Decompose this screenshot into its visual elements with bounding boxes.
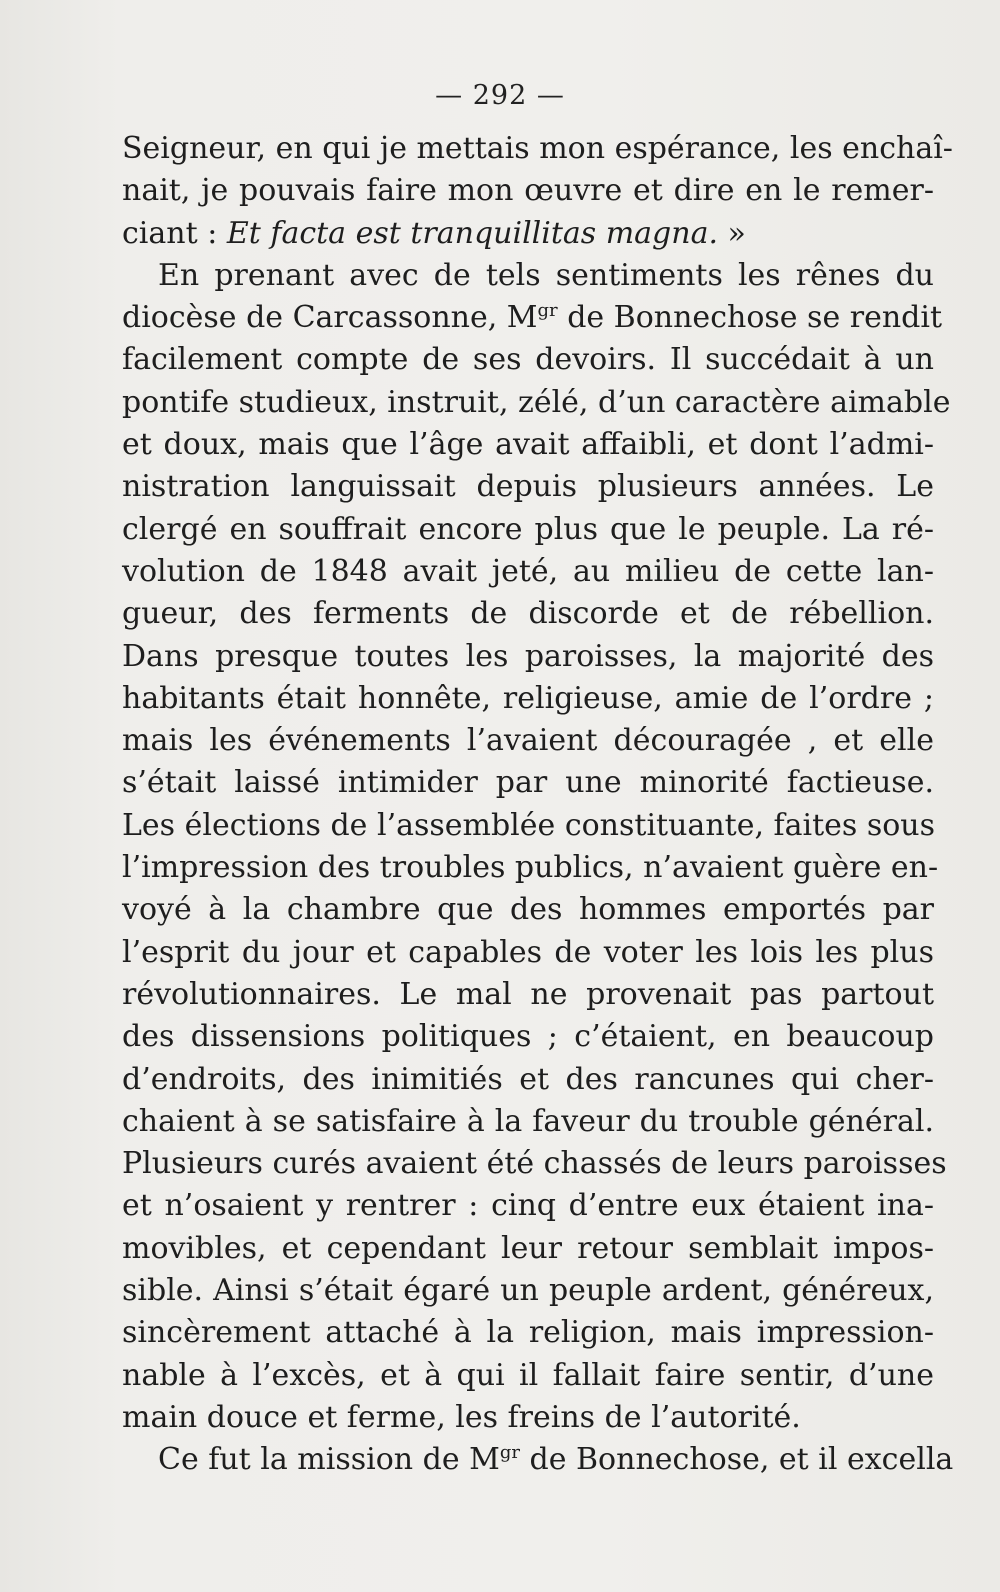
text-line: Les élections de l’assemblée constituante, faites sous xyxy=(122,807,936,843)
text-line: et doux, mais que l’âge avait affaibli, et dont l’admi- xyxy=(122,427,934,463)
superscript-text: gr xyxy=(537,300,558,322)
text-line: s’était laissé intimider par une minorité factieuse. xyxy=(122,765,934,801)
text-line: révolutionnaires. Le mal ne provenait pas partout xyxy=(122,976,934,1012)
text-line: clergé en souffrait encore plus que le peuple. La ré- xyxy=(122,511,934,547)
text-line: nable à l’excès, et à qui il fallait faire sentir, d’une xyxy=(122,1357,934,1393)
text-line xyxy=(122,297,943,339)
text-segment: Ce fut la mission de M xyxy=(158,1442,500,1478)
text-line: Dans presque toutes les paroisses, la majorité des xyxy=(122,638,934,674)
text-line xyxy=(122,1439,954,1481)
text-segment: de Bonnechose se rendit xyxy=(557,300,943,336)
superscript-text: gr xyxy=(499,1442,520,1464)
text-line: sible. Ainsi s’était égaré un peuple ardent, généreux, xyxy=(122,1273,934,1309)
text-line: et n’osaient y rentrer : cinq d’entre eux étaient ina- xyxy=(122,1188,934,1224)
text-line: movibles, et cependant leur retour semblait impos- xyxy=(122,1230,934,1266)
text-line: mais les événements l’avaient découragée , et elle xyxy=(122,723,934,759)
text-line: habitants était honnête, religieuse, amie de l’ordre ; xyxy=(122,680,934,716)
text-line: des dissensions politiques ; c’étaient, en beaucoup xyxy=(122,1019,934,1055)
text-line: pontife studieux, instruit, zélé, d’un caractère aimable xyxy=(122,384,951,420)
text-segment: » xyxy=(718,215,746,251)
text-line: nistration languissait depuis plusieurs années. Le xyxy=(122,469,934,505)
text-line: facilement compte de ses devoirs. Il succédait à un xyxy=(122,342,934,378)
text-segment: diocèse de Carcassonne, M xyxy=(122,300,538,336)
text-line: nait, je pouvais faire mon œuvre et dire en le remer- xyxy=(122,173,934,209)
text-line: voyé à la chambre que des hommes emportés par xyxy=(122,892,934,928)
text-line: chaient à se satisfaire à la faveur du trouble général. xyxy=(122,1103,934,1139)
text-line: l’esprit du jour et capables de voter les lois les plus xyxy=(122,934,934,970)
text-line: Plusieurs curés avaient été chassés de leurs paroisses xyxy=(122,1146,947,1182)
text-line: sincèrement attaché à la religion, mais impression- xyxy=(122,1315,934,1351)
text-line: main douce et ferme, les freins de l’autorité. xyxy=(122,1399,801,1435)
text-line: volution de 1848 avait jeté, au milieu de cette lan- xyxy=(122,553,934,589)
text-line xyxy=(122,213,746,255)
italic-text: Et facta est tranquillitas magna. xyxy=(226,215,719,251)
text-line: d’endroits, des inimitiés et des rancunes qui cher- xyxy=(122,1061,934,1097)
text-line: l’impression des troubles publics, n’avaient guère en- xyxy=(122,850,939,886)
page-number: — 292 — xyxy=(435,80,565,111)
text-segment: de Bonnechose, et il excella xyxy=(519,1442,954,1478)
body-text xyxy=(122,128,954,1482)
text-line: Seigneur, en qui je mettais mon espérance, les enchaî- xyxy=(122,131,953,166)
text-line: gueur, des ferments de discorde et de rébellion. xyxy=(122,596,934,632)
text-segment: ciant : xyxy=(122,215,227,251)
text-line: En prenant avec de tels sentiments les rênes du xyxy=(158,257,934,293)
